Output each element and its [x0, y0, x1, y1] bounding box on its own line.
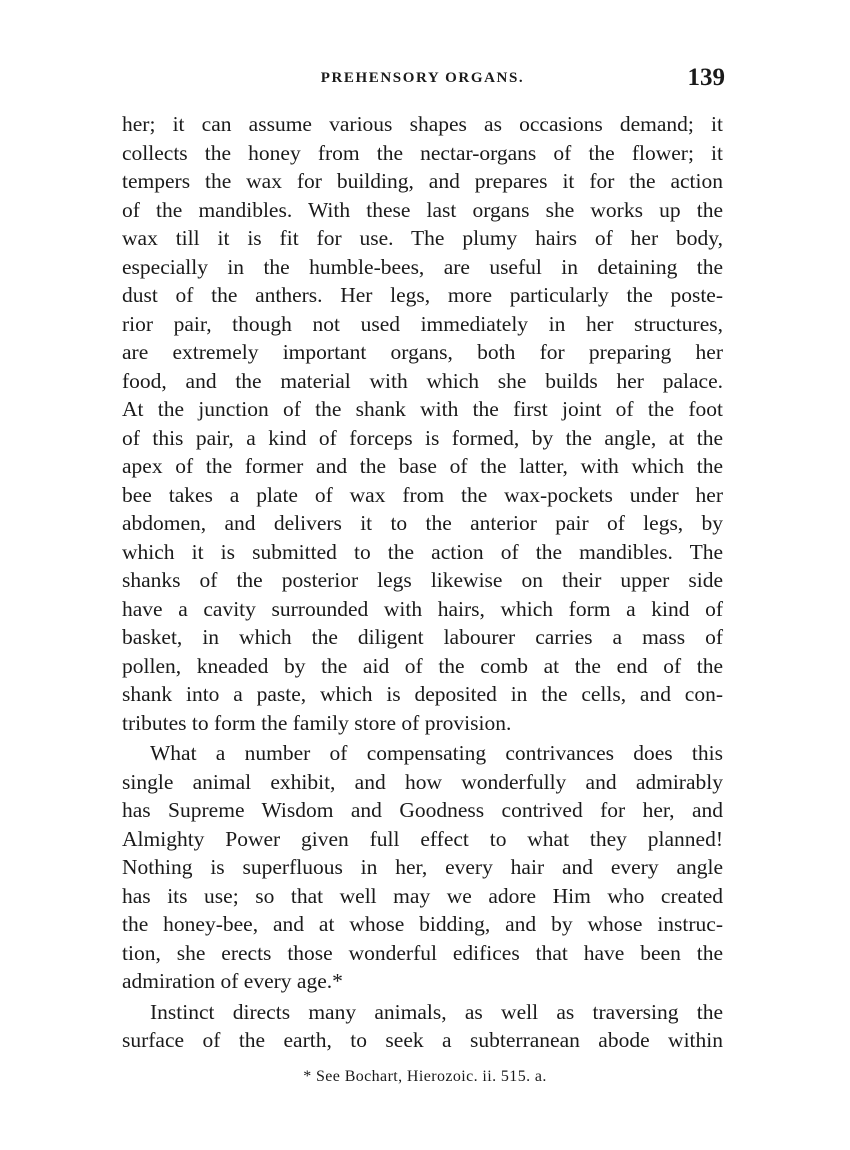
body-text — [122, 110, 723, 1055]
text-line: food, and the material with which she builds her palace. — [122, 368, 723, 393]
text-line: surface of the earth, to seek a subterranean abode within — [122, 1028, 723, 1052]
text-line: At the junction of the shank with the first joint of the foot — [122, 397, 723, 421]
running-head — [120, 64, 725, 94]
footnote: * See Bochart, Hierozoic. ii. 515. a. — [303, 1068, 547, 1085]
text-line: wax till it is fit for use. The plumy hairs of her body, — [122, 226, 723, 250]
text-line: her; it can assume various shapes as occasions demand; it — [122, 112, 723, 136]
text-line: which it is submitted to the action of the mandibles. The — [122, 539, 723, 564]
paragraph-1 — [122, 110, 723, 737]
text-line: of the mandibles. With these last organs she works up the — [122, 197, 723, 222]
text-line: tributes to form the family store of provision. — [122, 710, 512, 735]
text-line: collects the honey from the nectar-organs of the flower; it — [122, 140, 723, 165]
text-line: tion, she erects those wonderful edifices that have been the — [122, 940, 723, 965]
running-title: PREHENSORY ORGANS. — [320, 70, 525, 86]
text-line: rior pair, though not used immediately in her structures, — [122, 311, 723, 336]
text-line: apex of the former and the base of the latter, with which the — [122, 454, 723, 478]
text-line: are extremely important organs, both for preparing her — [122, 340, 723, 364]
text-line: single animal exhibit, and how wonderfully and admirably — [122, 769, 723, 794]
text-line: tempers the wax for building, and prepares it for the action — [122, 169, 723, 193]
text-line: shank into a paste, which is deposited in the cells, and con- — [122, 682, 723, 706]
text-line: dust of the anthers. Her legs, more particularly the poste- — [122, 283, 723, 307]
text-line: bee takes a plate of wax from the wax-pockets under her — [122, 482, 723, 507]
text-line: of this pair, a kind of forceps is formed, by the angle, at the — [122, 425, 723, 450]
text-line: Instinct directs many animals, as well as traversing the — [150, 999, 723, 1024]
text-line: Almighty Power given full effect to what they planned! — [122, 826, 723, 851]
page-number: 139 — [687, 64, 725, 91]
text-line: pollen, kneaded by the aid of the comb at the end of the — [122, 653, 723, 678]
text-line: shanks of the posterior legs likewise on their upper side — [122, 568, 723, 592]
text-line: Nothing is superfluous in her, every hair and every angle — [122, 855, 723, 879]
text-line: especially in the humble-bees, are useful in detaining the — [122, 254, 723, 279]
text-line: abdomen, and delivers it to the anterior pair of legs, by — [122, 511, 723, 535]
text-line: has its use; so that well may we adore Him who created — [122, 883, 723, 908]
text-line: has Supreme Wisdom and Goodness contrived for her, and — [122, 798, 723, 822]
paragraph-3 — [122, 998, 723, 1055]
text-line: basket, in which the diligent labourer carries a mass of — [122, 625, 723, 649]
text-line: the honey-bee, and at whose bidding, and by whose instruc- — [122, 912, 723, 936]
paragraph-2 — [122, 739, 723, 996]
text-line: have a cavity surrounded with hairs, which form a kind of — [122, 596, 723, 621]
text-line: What a number of compensating contrivances does this — [150, 741, 723, 765]
text-line: admiration of every age.* — [122, 969, 343, 993]
